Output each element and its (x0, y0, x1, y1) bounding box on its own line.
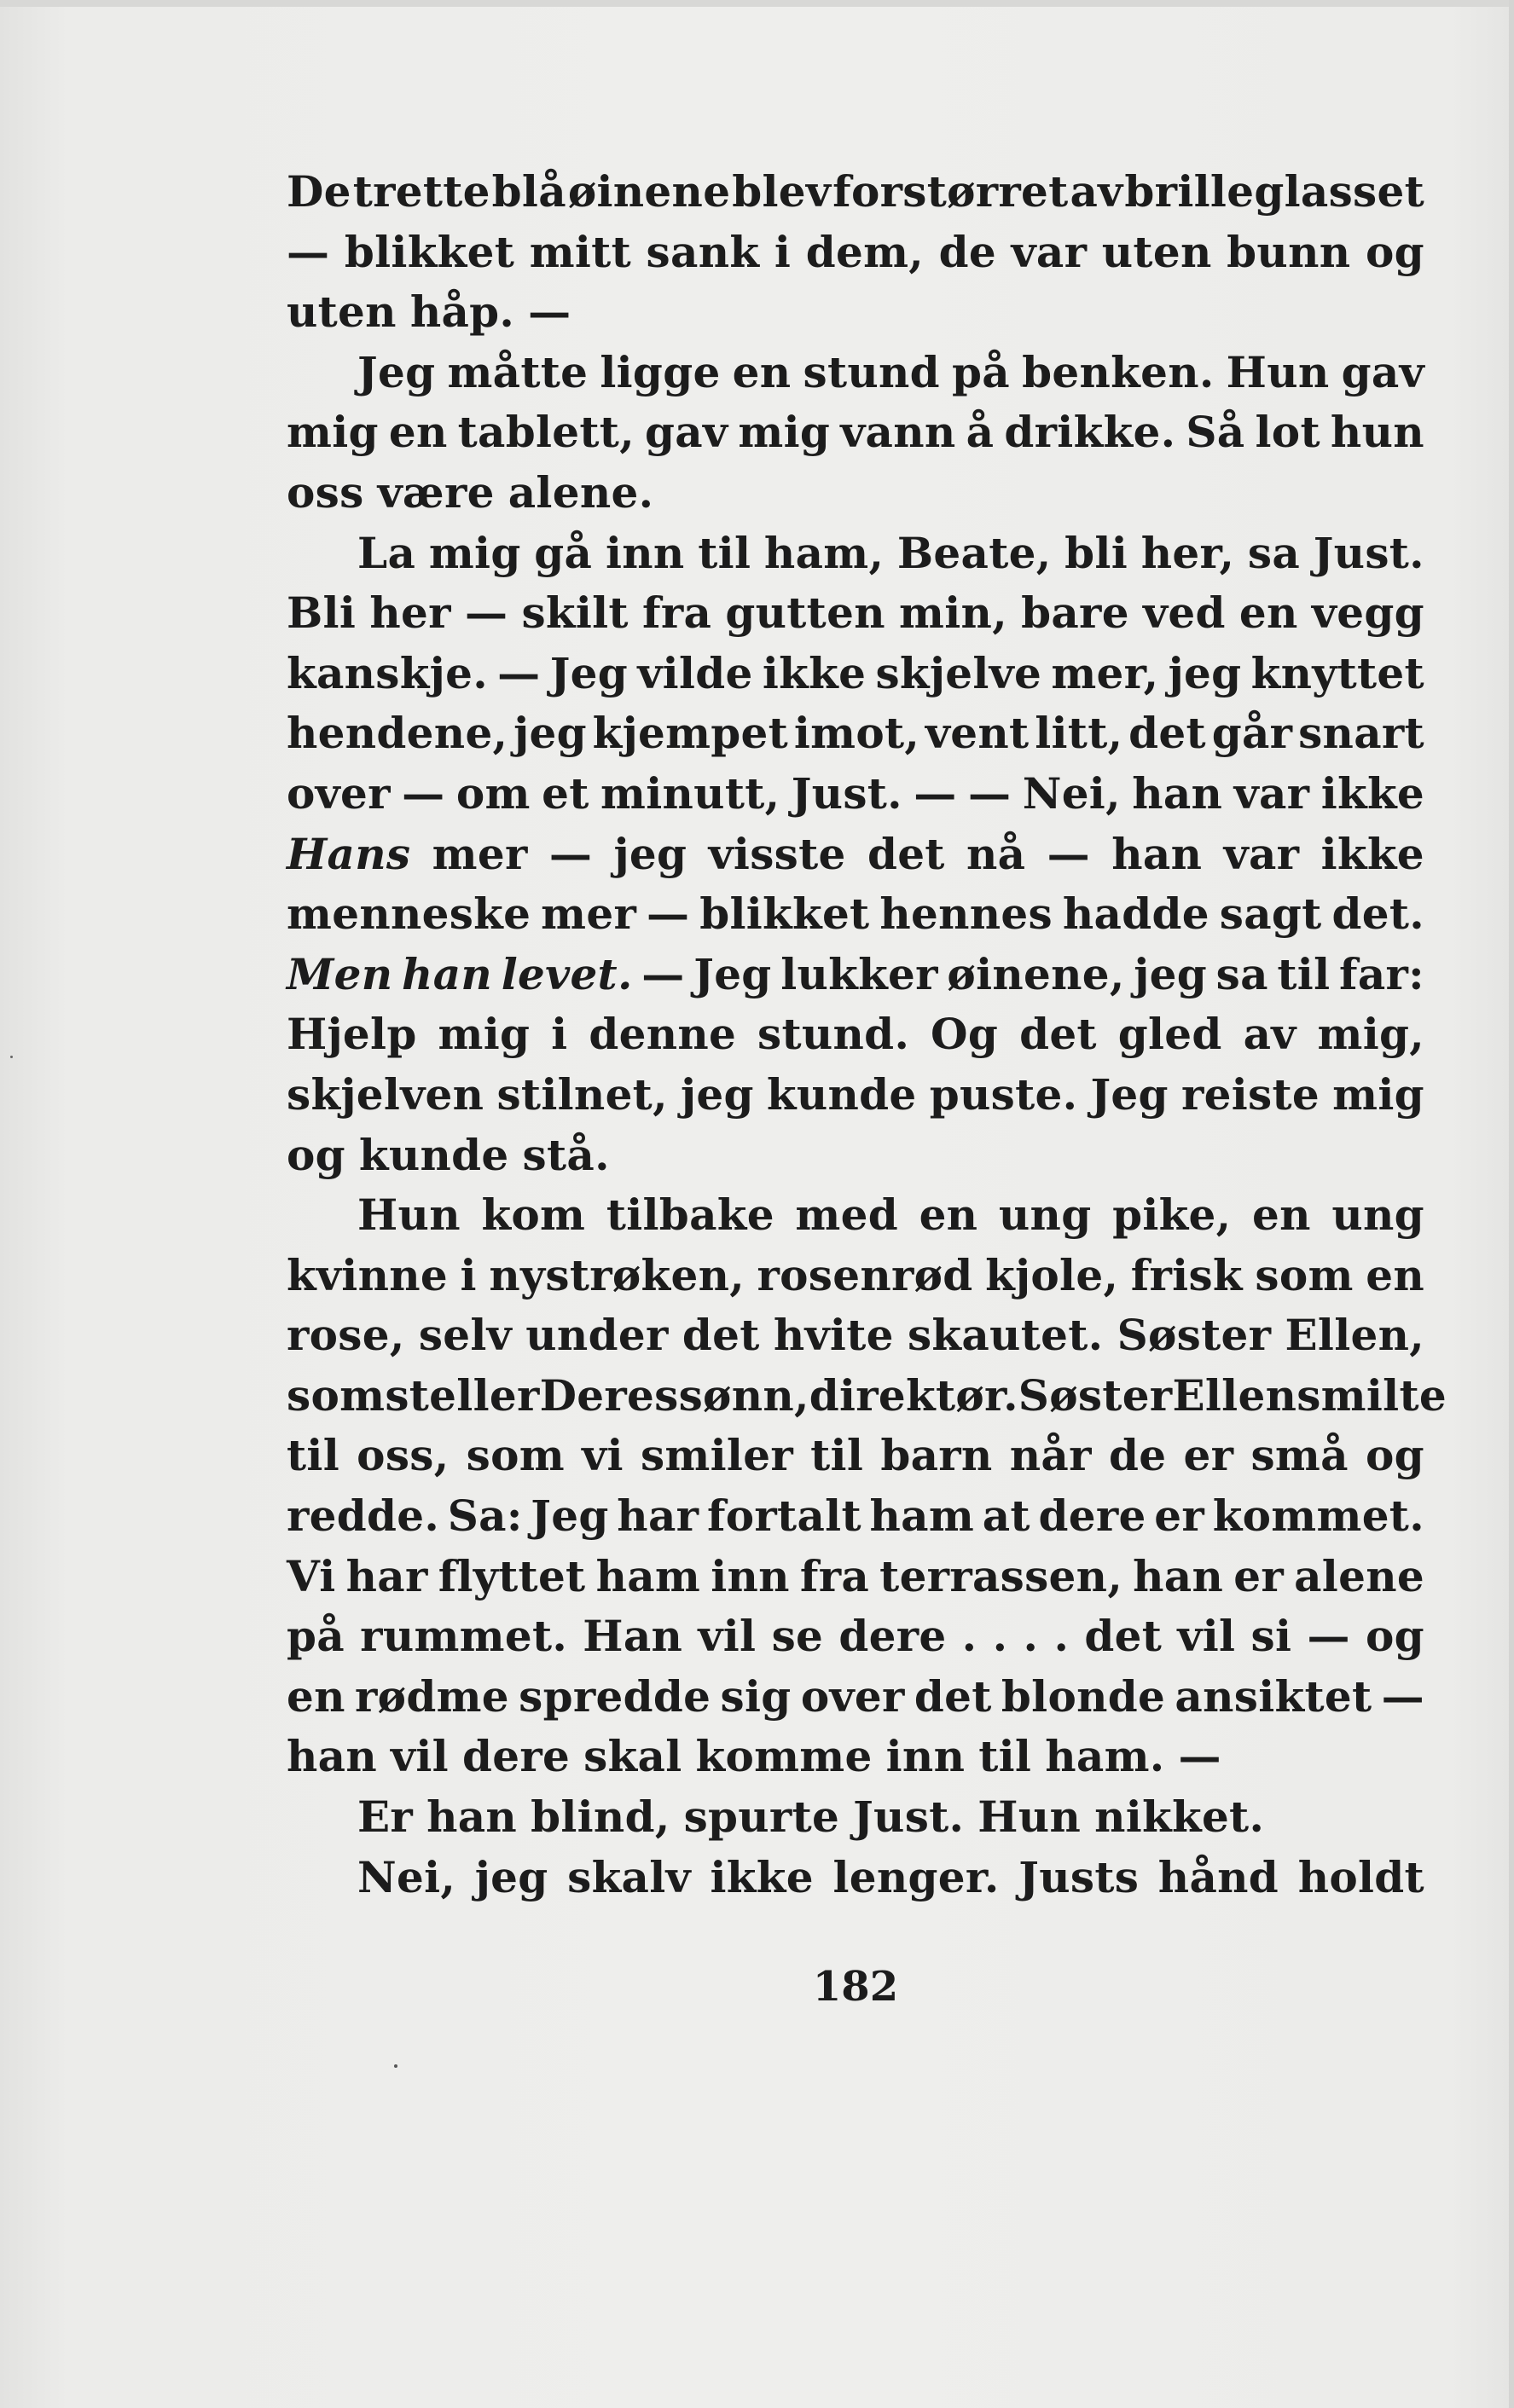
word: det. (1331, 889, 1424, 940)
text-line (287, 162, 1424, 223)
word: ved (1143, 588, 1226, 639)
word: — (528, 287, 571, 338)
word: Just. (1313, 527, 1424, 578)
word: er (1233, 1550, 1285, 1601)
word: er (1154, 1491, 1205, 1542)
word: i (774, 226, 792, 277)
word: blind, (531, 1792, 670, 1843)
text-line (287, 884, 1424, 945)
word: blå (491, 166, 566, 217)
word: benken. (1022, 346, 1215, 397)
word: levet. (501, 948, 633, 999)
word: — (1381, 1670, 1424, 1722)
word: det (1019, 1009, 1097, 1060)
word: minutt, (600, 767, 780, 819)
word: med (795, 1190, 898, 1241)
text-line (287, 825, 1424, 885)
word: far: (1339, 948, 1424, 999)
text-line (287, 1065, 1424, 1126)
word: Hjelp (287, 1009, 417, 1060)
word: rose, (287, 1310, 405, 1361)
word: han (287, 1731, 378, 1782)
word: når (1009, 1430, 1092, 1481)
word: De (287, 166, 351, 217)
word: redde. (287, 1491, 440, 1542)
word: sa (1247, 527, 1301, 578)
word: sa (1215, 948, 1268, 999)
word: reiste (1180, 1068, 1320, 1120)
page-edge-top (0, 0, 1514, 7)
word: vi (582, 1430, 624, 1481)
word: være (377, 466, 495, 518)
word: jeg (1168, 647, 1242, 698)
word: sig (720, 1670, 792, 1722)
word: brilleglasset (1124, 166, 1424, 217)
word: ikke (1320, 828, 1424, 879)
word: en (388, 407, 448, 458)
word: en (1238, 588, 1298, 639)
word: si (1250, 1611, 1292, 1662)
word: lot (1255, 407, 1320, 458)
word: Hun (1226, 346, 1330, 397)
word: drikke. (1004, 407, 1176, 458)
word: alene (1294, 1550, 1424, 1601)
word: Jeg (693, 948, 772, 999)
word: går (1211, 708, 1293, 759)
word: — (402, 767, 445, 819)
word: Sa: (447, 1491, 523, 1542)
word: gå (534, 527, 593, 578)
word: oss (287, 466, 364, 518)
word: var (1223, 828, 1300, 879)
word: ikke (1320, 767, 1424, 819)
word: . (992, 1611, 1008, 1662)
word: bare (1021, 588, 1129, 639)
word: kjole, (985, 1249, 1119, 1300)
word: vil (698, 1611, 757, 1662)
word: kunde (358, 1129, 509, 1180)
word: ligge (600, 346, 721, 397)
word: kommet. (1212, 1491, 1424, 1542)
word: Just. (853, 1792, 965, 1843)
word: vil (391, 1731, 449, 1782)
word: en (1251, 1190, 1311, 1241)
word: som (466, 1430, 565, 1481)
word: lenger. (832, 1851, 1000, 1902)
word: inn (885, 1731, 966, 1782)
word: av (1070, 166, 1123, 217)
word: det (1084, 1611, 1163, 1662)
word: vann (840, 407, 956, 458)
text-line (287, 945, 1424, 1005)
word: skjelven (287, 1068, 484, 1120)
word: jeg (1134, 948, 1207, 999)
word: smilte (1296, 1369, 1447, 1421)
word: et (542, 767, 589, 819)
word: blikket (344, 226, 515, 277)
word: ikke (762, 647, 867, 698)
word: Ellen, (1285, 1310, 1424, 1361)
word: til (810, 1430, 864, 1481)
word: sønn, (678, 1369, 809, 1421)
word: uten (1101, 226, 1212, 277)
word: Jeg (549, 647, 629, 698)
word: mig (438, 1009, 531, 1060)
text-line (287, 463, 1424, 524)
body-text (287, 162, 1447, 1907)
word: hvite (773, 1310, 894, 1361)
word: har (617, 1491, 699, 1542)
word: . (1023, 1611, 1039, 1662)
word: Jeg (531, 1491, 609, 1542)
word: skalv (567, 1851, 691, 1902)
word: gutten (725, 588, 885, 639)
word: skjelve (875, 647, 1042, 698)
word: han (1132, 767, 1223, 819)
text-line (287, 1126, 1424, 1186)
word: som (287, 1369, 386, 1421)
word: av (1243, 1009, 1296, 1060)
word: skilt (521, 588, 629, 639)
word: snart (1298, 708, 1424, 759)
word: her (369, 588, 451, 639)
word: Deres (539, 1369, 679, 1421)
word: fortalt (706, 1491, 861, 1542)
word: Han (583, 1611, 683, 1662)
word: til (1277, 948, 1331, 999)
word: kom (481, 1190, 586, 1241)
word: en (919, 1190, 978, 1241)
word: — (464, 588, 508, 639)
word: — (647, 889, 690, 940)
word: Hans (287, 828, 411, 879)
word: barn (880, 1430, 993, 1481)
word: blikket (699, 889, 870, 940)
word: blev (732, 166, 832, 217)
word: bli (1064, 527, 1128, 578)
word: tablett, (457, 407, 635, 458)
word: til (978, 1731, 1032, 1782)
word: rummet. (360, 1611, 568, 1662)
word: nikket. (1094, 1792, 1265, 1843)
word: Søster (1018, 1369, 1173, 1421)
word: stilnet, (496, 1068, 668, 1120)
word: mig, (1317, 1009, 1424, 1060)
word: han (426, 1792, 518, 1843)
word: ung (1331, 1190, 1424, 1241)
word: spredde (519, 1670, 711, 1722)
word: — (287, 226, 330, 277)
word: var (1233, 767, 1310, 819)
text-line (287, 524, 1424, 584)
word: det (914, 1670, 992, 1722)
word: var (1011, 226, 1088, 277)
word: dere (1038, 1491, 1146, 1542)
word: Er (357, 1792, 414, 1843)
text-line (287, 1426, 1424, 1486)
text-line (287, 1366, 1447, 1427)
word: han (402, 948, 493, 999)
word: vil (1177, 1611, 1236, 1662)
word: jeg (474, 1851, 548, 1902)
word: hennes (879, 889, 1053, 940)
word: jeg (613, 828, 687, 879)
word: hun (1330, 407, 1424, 458)
word: de (1108, 1430, 1167, 1481)
word: se (771, 1611, 824, 1662)
text-line (287, 1246, 1424, 1306)
word: han (1133, 1550, 1224, 1601)
word: under (525, 1310, 669, 1361)
word: jeg (680, 1068, 754, 1120)
word: hånd (1157, 1851, 1279, 1902)
word: rødme (355, 1670, 509, 1722)
word: Og (931, 1009, 999, 1060)
word: smiler (640, 1430, 793, 1481)
word: mitt (529, 226, 631, 277)
word: trette (352, 166, 490, 217)
word: og (1365, 1611, 1424, 1662)
word: hadde (1062, 889, 1209, 940)
word: nystrøken, (489, 1249, 745, 1300)
text-line (287, 1004, 1424, 1065)
word: Jeg (357, 346, 436, 397)
word: å (966, 407, 995, 458)
word: . (961, 1611, 977, 1662)
word: — (967, 767, 1012, 819)
text-line (287, 703, 1424, 764)
word: nå (966, 828, 1026, 879)
word: vegg (1311, 588, 1424, 639)
word: — (548, 828, 593, 879)
word: puste. (929, 1068, 1078, 1120)
word: ham. (1045, 1731, 1165, 1782)
word: måtte (447, 346, 589, 397)
word: Så (1186, 407, 1245, 458)
paper-speck (394, 2064, 397, 2068)
word: pike, (1112, 1190, 1232, 1241)
word: jeg (513, 708, 587, 759)
word: inn (605, 527, 685, 578)
word: Nei, (357, 1851, 456, 1902)
word: Jeg (1090, 1068, 1169, 1120)
word: over (287, 767, 391, 819)
word: det (867, 828, 945, 879)
word: litt, (1035, 708, 1123, 759)
word: — (1178, 1731, 1221, 1782)
word: Hun (357, 1190, 461, 1241)
text-line (287, 223, 1424, 283)
text-line (287, 1848, 1424, 1908)
word: ikke (710, 1851, 814, 1902)
word: min, (899, 588, 1007, 639)
word: kjempet (592, 708, 789, 759)
word: at (982, 1491, 1030, 1542)
word: — (1307, 1611, 1350, 1662)
word: en (732, 346, 792, 397)
word: fra (642, 588, 712, 639)
word: her, (1140, 527, 1235, 578)
word: mer (432, 828, 528, 879)
word: håp. (409, 287, 515, 338)
word: dem, (805, 226, 925, 277)
word: Justs (1018, 1851, 1140, 1902)
word: øinene (567, 166, 731, 217)
text-line (287, 1606, 1424, 1667)
word: stund (803, 346, 940, 397)
word: dere (461, 1731, 571, 1782)
text-line (287, 764, 1424, 825)
word: tilbake (606, 1190, 774, 1241)
word: denne (589, 1009, 737, 1060)
text-line (287, 402, 1424, 463)
word: kunde (766, 1068, 917, 1120)
word: i (551, 1009, 568, 1060)
word: alene. (508, 466, 654, 518)
word: om (455, 767, 531, 819)
text-line (287, 1787, 1424, 1848)
word: kanskje. (287, 647, 488, 698)
word: over (800, 1670, 905, 1722)
word: imot, (793, 708, 920, 759)
word: og (1365, 226, 1424, 277)
word: hendene, (287, 708, 508, 759)
text-line (287, 1185, 1424, 1246)
word: inn (711, 1550, 790, 1601)
word: mig (428, 527, 521, 578)
word: på (287, 1611, 345, 1662)
word: har (345, 1550, 428, 1601)
word: frisk (1130, 1249, 1243, 1300)
word: direktør. (809, 1369, 1018, 1421)
word: — (497, 647, 541, 698)
word: og (287, 1129, 345, 1180)
word: spurte (683, 1792, 840, 1843)
text-line (287, 1667, 1424, 1728)
word: vent (925, 708, 1030, 759)
word: ansiktet (1175, 1670, 1372, 1722)
page-number: 182 (812, 1963, 899, 2011)
word: mer (541, 889, 637, 940)
word: stund. (757, 1009, 910, 1060)
word: gav (644, 407, 728, 458)
word: rosenrød (757, 1249, 973, 1300)
word: sank (646, 226, 760, 277)
word: menneske (287, 889, 531, 940)
text-line (287, 1727, 1424, 1787)
word: forstørret (832, 166, 1069, 217)
text-line (287, 644, 1424, 704)
word: i (460, 1249, 477, 1300)
text-line (287, 1486, 1424, 1547)
word: det (682, 1310, 760, 1361)
word: visste (708, 828, 846, 879)
paper-speck (10, 1056, 13, 1058)
word: det (1128, 708, 1206, 759)
word: Hun (977, 1792, 1082, 1843)
word: mig (738, 407, 831, 458)
word: holdt (1297, 1851, 1424, 1902)
word: selv (418, 1310, 513, 1361)
word: — (914, 767, 957, 819)
word: Søster (1117, 1310, 1272, 1361)
word: komme (695, 1731, 873, 1782)
word: sagt (1219, 889, 1322, 940)
word: ham (869, 1491, 975, 1542)
word: Ellen (1172, 1369, 1297, 1421)
word: mig (1332, 1068, 1424, 1120)
text-line (287, 343, 1424, 403)
word: flyttet (438, 1550, 586, 1601)
word: og (1366, 1430, 1424, 1481)
text-line (287, 1547, 1424, 1607)
word: knyttet (1250, 647, 1424, 698)
page-edge-right (1509, 0, 1514, 2408)
text-line (287, 583, 1424, 644)
text-line (287, 282, 1424, 343)
word: terrassen, (879, 1550, 1123, 1601)
word: La (357, 527, 416, 578)
word: Nei, (1022, 767, 1121, 819)
word: ung (998, 1190, 1092, 1241)
word: er (1183, 1430, 1234, 1481)
word: til (698, 527, 751, 578)
word: steller (385, 1369, 540, 1421)
word: kvinne (287, 1249, 449, 1300)
word: en (1366, 1249, 1424, 1300)
word: bunn (1227, 226, 1351, 277)
word: blonde (1001, 1670, 1166, 1722)
text-line (287, 1305, 1424, 1366)
word: — (1047, 828, 1090, 879)
word: en (287, 1670, 345, 1722)
word: Vi (287, 1550, 336, 1601)
word: som (1255, 1249, 1354, 1300)
word: skautet. (907, 1310, 1104, 1361)
word: Bli (287, 588, 357, 639)
word: dere (838, 1611, 947, 1662)
word: små (1250, 1430, 1349, 1481)
word: til (287, 1430, 339, 1481)
word: stå. (522, 1129, 610, 1180)
word: Men (287, 948, 393, 999)
word: mig (287, 407, 379, 458)
word: . (1053, 1611, 1070, 1662)
word: ham, (763, 527, 885, 578)
word: — (641, 948, 685, 999)
word: uten (287, 287, 397, 338)
word: ham (595, 1550, 701, 1601)
word: oss, (357, 1430, 450, 1481)
word: gav (1341, 346, 1424, 397)
word: skal (583, 1731, 682, 1782)
word: mer, (1051, 647, 1159, 698)
word: de (938, 226, 996, 277)
word: øinene, (947, 948, 1125, 999)
word: han (1111, 828, 1203, 879)
word: Just. (791, 767, 902, 819)
word: Beate, (896, 527, 1052, 578)
word: vilde (637, 647, 753, 698)
word: gled (1117, 1009, 1222, 1060)
word: på (952, 346, 1011, 397)
word: fra (799, 1550, 870, 1601)
word: lukker (780, 948, 938, 999)
